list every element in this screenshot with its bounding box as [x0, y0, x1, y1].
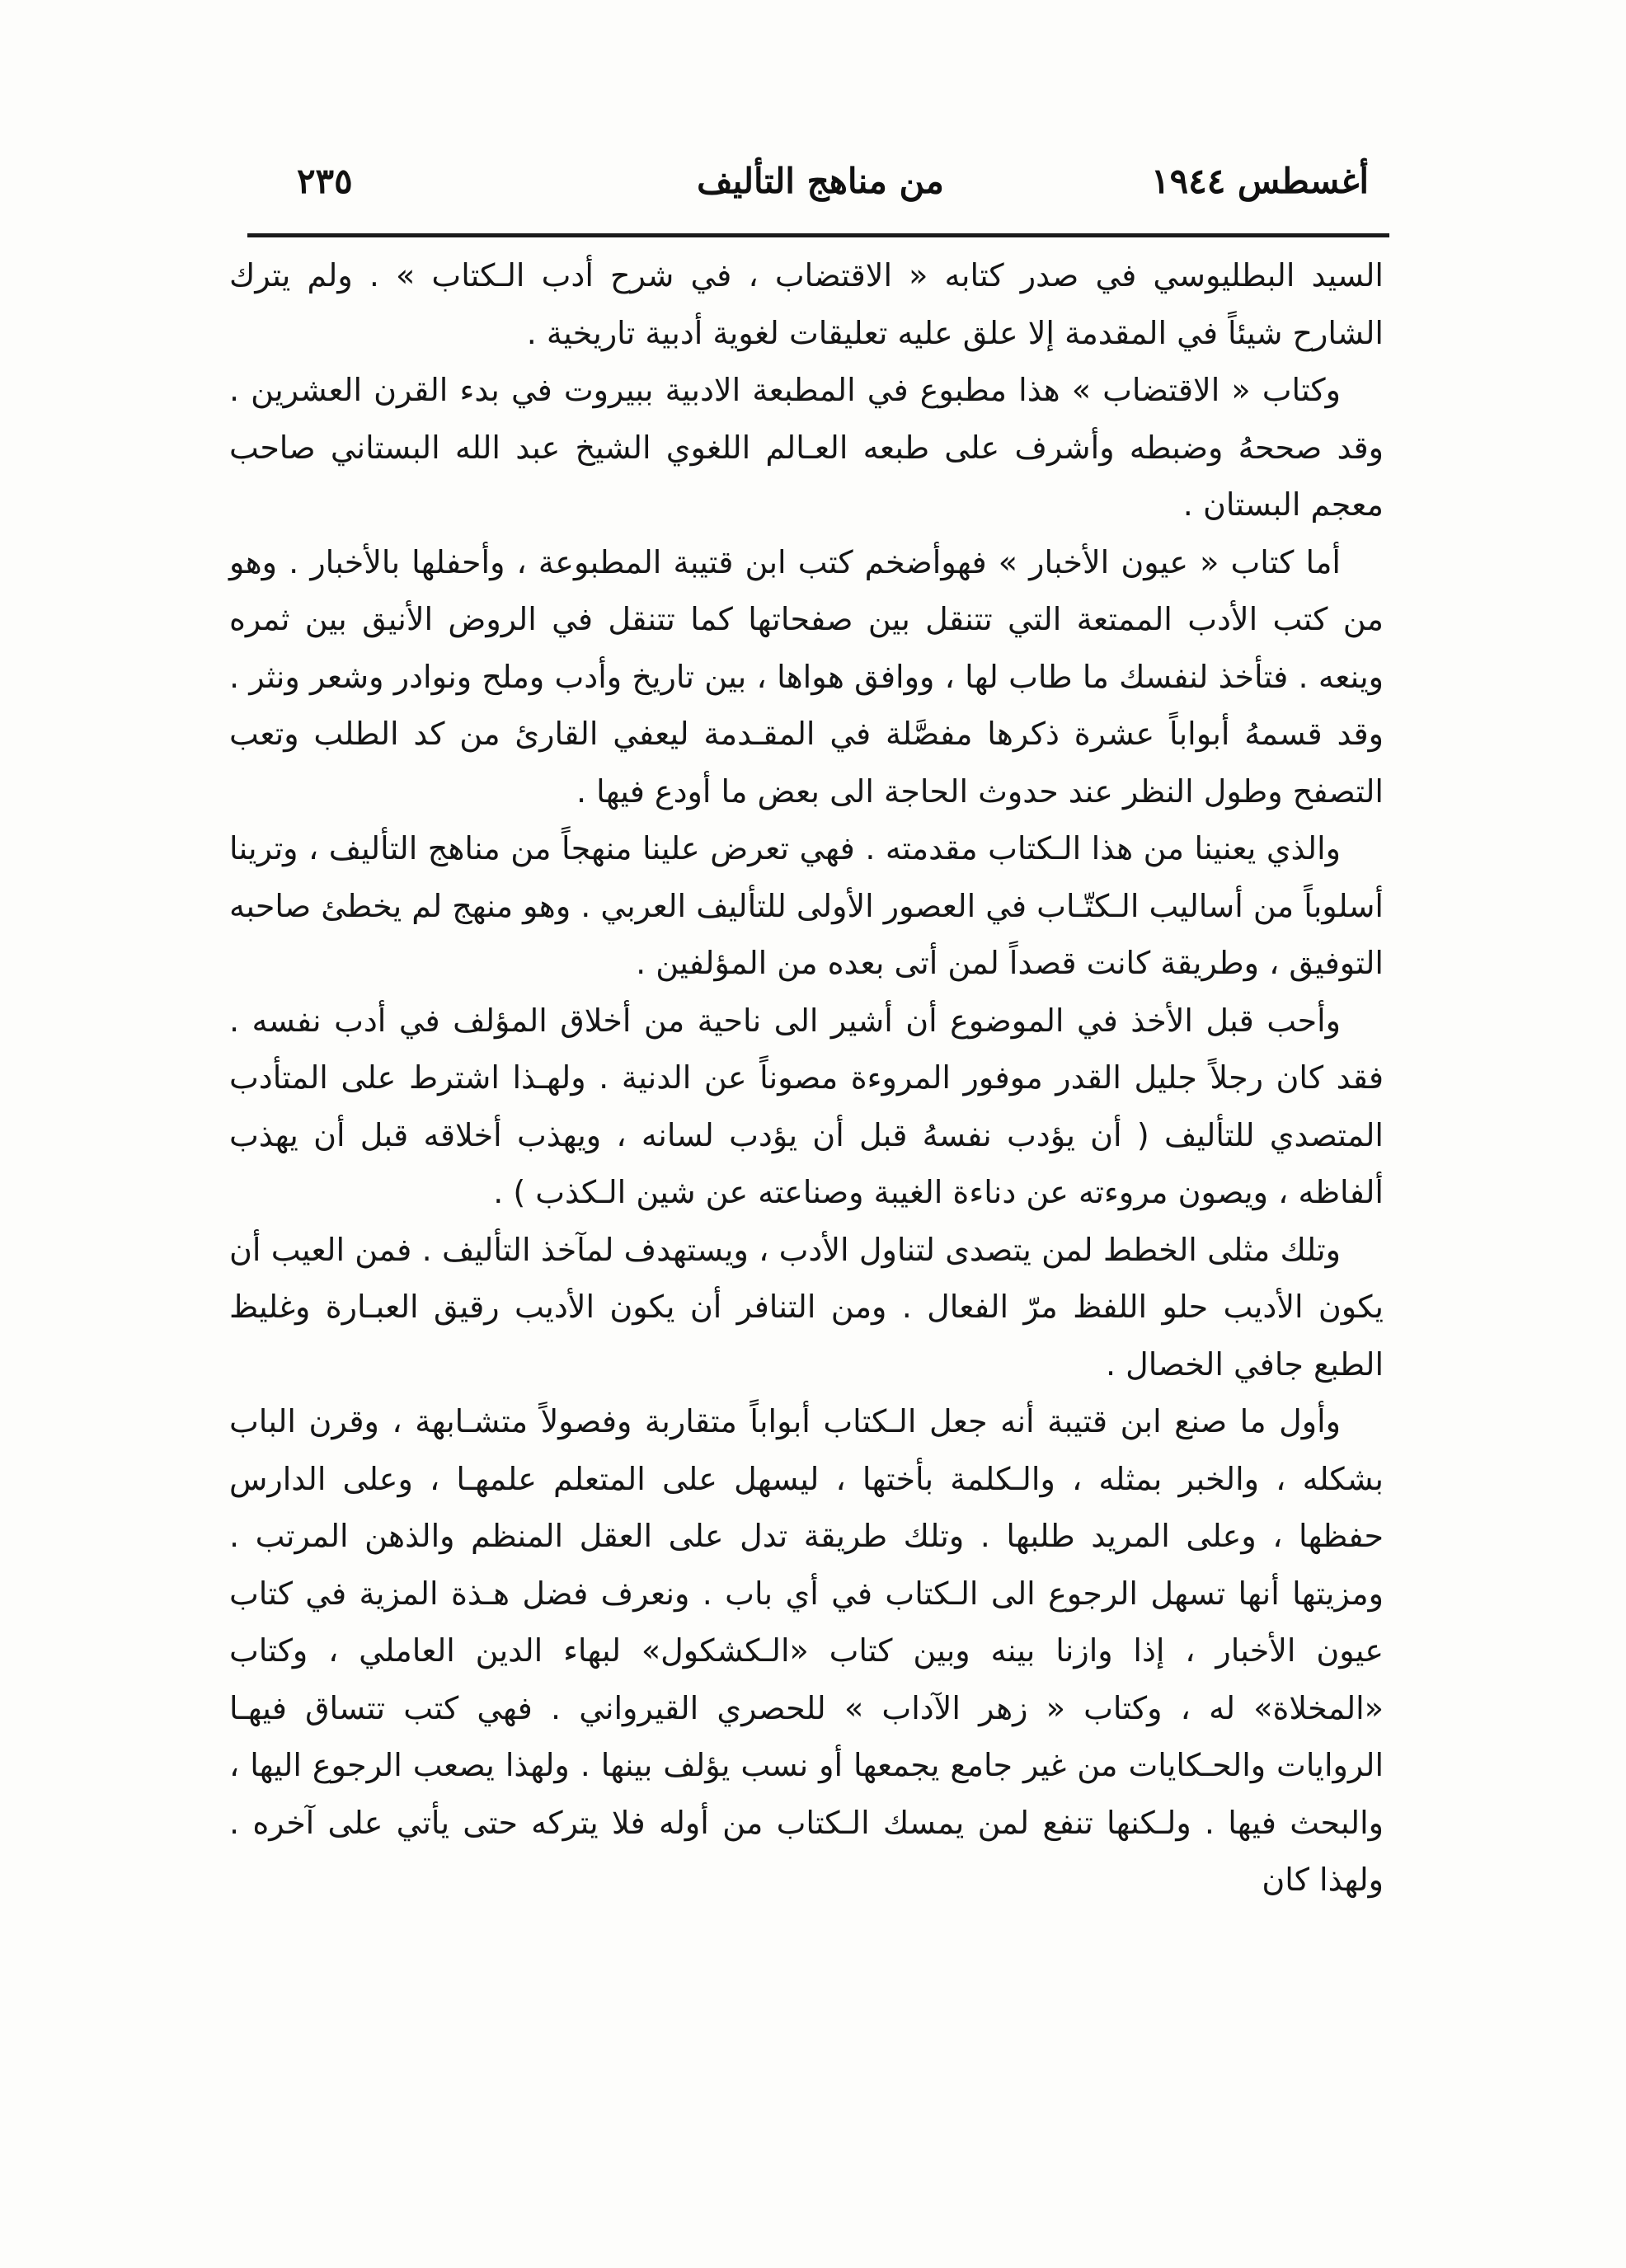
paragraph: وتلك مثلى الخطط لمن يتصدى لتناول الأدب ، ويستهدف لمآخذ التأليف . فمن العيب أن يكون الأديب حلو اللفظ مرّ الفعال . ومن التنافر أن يكون الأديب رقيق العبـارة وغليظ الطبع جافي الخصال .: [229, 1231, 1384, 1383]
page-number: ٢٣٥: [297, 161, 353, 201]
paragraph: وأحب قبل الأخذ في الموضوع أن أشير الى ناحية من أخلاق المؤلف في أدب نفسه . فقد كان رجلاً جليل القدر موفور المروءة مصوناً عن الدنية . ولهـذا اشترط على المتأدب المتصدي للتأليف ( أن يؤدب نفسهُ قبل أن يؤدب لسانه ، ويهذب أخلاقه قبل أن يهذب ألفاظه ، ويصون مروءته عن دناءة الغيبة وصناعته عن شين الـكذب ) .: [229, 1002, 1384, 1210]
paragraph: وكتاب « الاقتضاب » هذا مطبوع في المطبعة الادبية ببيروت في بدء القرن العشرين . وقد صححهُ وضبطه وأشرف على طبعه العـالم اللغوي الشيخ عبد الله البستاني صاحب معجم البستان .: [229, 372, 1384, 523]
paragraph: السيد البطليوسي في صدر كتابه « الاقتضاب ، في شرح أدب الـكتاب » . ولم يترك الشارح شيئاً في المقدمة إلا علق عليه تعليقات لغوية أدبية تاريخية .: [229, 257, 1384, 351]
paragraph: أما كتاب « عيون الأخبار » فهوأضخم كتب ابن قتيبة المطبوعة ، وأحفلها بالأخبار . وهو من كتب الأدب الممتعة التي تتنقل بين صفحاتها كما تتنقل في الروض الأنيق بين ثمره وينعه . فتأخذ لنفسك ما طاب لها ، ووافق هواها ، بين تاريخ وأدب وملح ونوادر وشعر ونثر . وقد قسمهُ أبواباً عشرة ذكرها مفصَّلة في المقـدمة ليعفي القارئ من كد الطلب وتعب التصفح وطول النظر عند حدوث الحاجة الى بعض ما أودع فيها .: [229, 543, 1384, 810]
body-text: [229, 247, 1384, 1909]
header-date: أغسطس ١٩٤٤: [1151, 161, 1369, 201]
header-title: من مناهج التأليف: [697, 161, 944, 201]
running-header: [272, 153, 1369, 210]
paragraph: والذي يعنينا من هذا الـكتاب مقدمته . فهي تعرض علينا منهجاً من مناهج التأليف ، وترينا أسلوباً من أساليب الـكتّـاب في العصور الأولى للتأليف العربي . وهو منهج لم يخطئ صاحبه التوفيق ، وطريقة كانت قصداً لمن أتى بعده من المؤلفين .: [229, 830, 1384, 981]
header-rule: [247, 233, 1389, 237]
paragraph: وأول ما صنع ابن قتيبة أنه جعل الـكتاب أبواباً متقاربة وفصولاً متشـابهة ، وقرن الباب بشكله ، والخبر بمثله ، والـكلمة بأختها ، ليسهل على المتعلم علمهـا ، وعلى الدارس حفظها ، وعلى المريد طلبها . وتلك طريقة تدل على العقل المنظم والذهن المرتب . ومزيتها أنها تسهل الرجوع الى الـكتاب في أي باب . ونعرف فضل هـذة المزية في كتاب عيون الأخبار ، إذا وازنا بينه وبين كتاب «الـكشكول» لبهاء الدين العاملي ، وكتاب «المخلاة» له ، وكتاب « زهر الآداب » للحصري القيرواني . فهي كتب تتساق فيهـا الروايات والحـكايات من غير جامع يجمعها أو نسب يؤلف بينها . ولهذا يصعب الرجوع اليها ، والبحث فيها . ولـكنها تنفع لمن يمسك الـكتاب من أوله فلا يتركه حتى يأتي على آخره . ولهذا كان: [229, 1403, 1384, 1898]
